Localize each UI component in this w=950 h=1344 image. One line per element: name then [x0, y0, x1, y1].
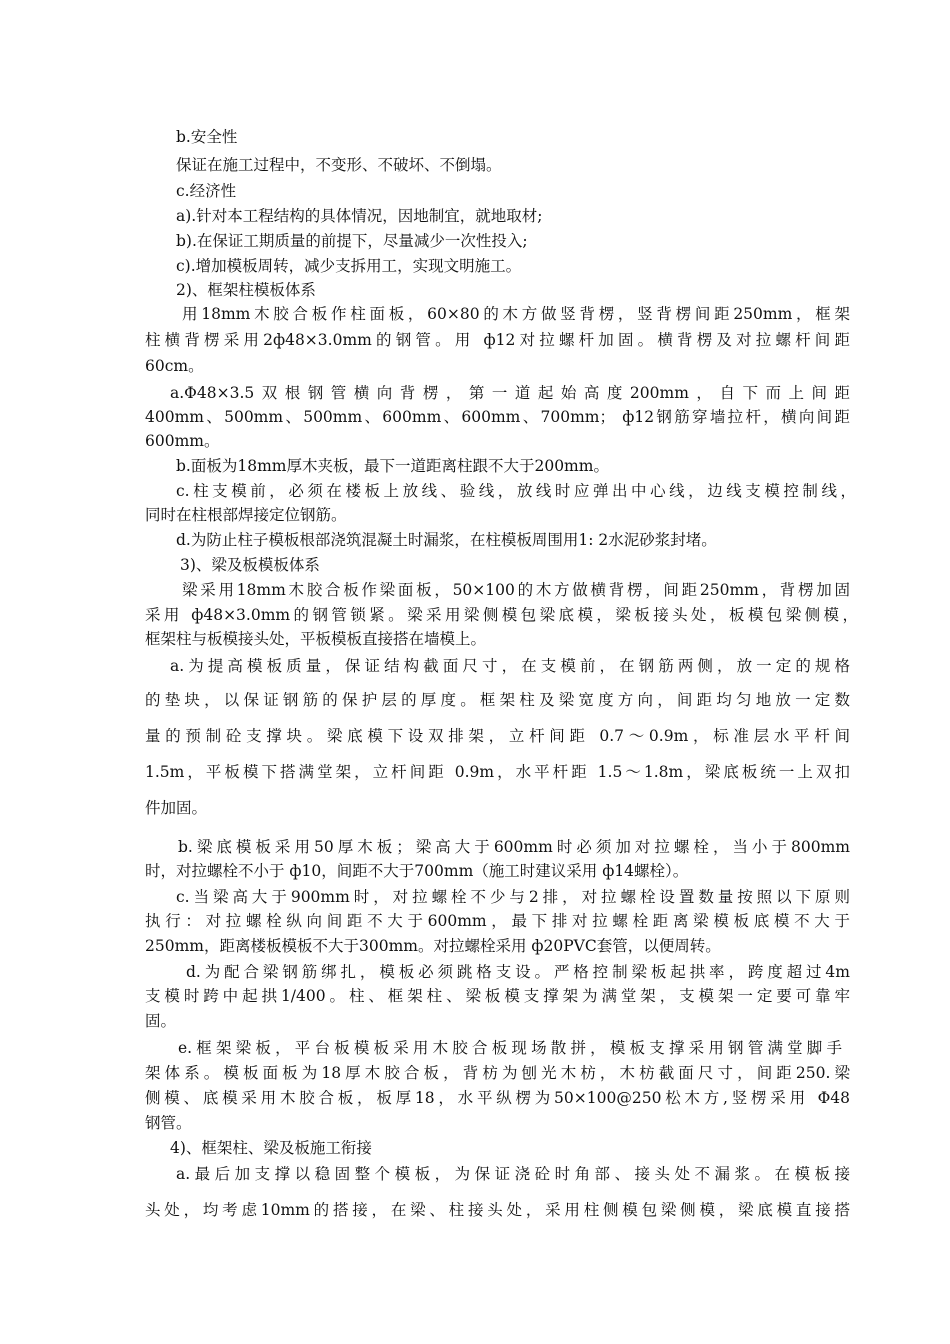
text-line: 固。 — [145, 1012, 177, 1030]
text-line: b.梁底模板采用50厚木板；梁高大于600mm时必须加对拉螺栓，当小于800mm — [178, 838, 850, 856]
text-line: c).增加模板周转，减少支拆用工，实现文明施工。 — [176, 257, 522, 275]
text-line: 同时在柱根部焊接定位钢筋。 — [145, 506, 347, 524]
text-line: 的垫块，以保证钢筋的保护层的厚度。框架柱及梁宽度方向，间距均匀地放一定数 — [145, 691, 850, 709]
text-line: 1.5m，平板模下搭满堂架，立杆间距 0.9m，水平杆距 1.5～1.8m，梁底板统一上双扣 — [145, 763, 850, 781]
text-line: c.柱支模前，必须在楼板上放线、验线，放线时应弹出中心线，边线支模控制线， — [176, 482, 856, 500]
text-line: a.为提高模板质量，保证结构截面尺寸，在支模前，在钢筋两侧，放一定的规格 — [170, 657, 850, 675]
section-heading: 3)、梁及板模板体系 — [180, 556, 320, 574]
text-line: 柱横背楞采用2ф48×3.0mm的钢管。用 ф12对拉螺杆加固。横背楞及对拉螺杆间距 — [145, 331, 850, 349]
text-line: 采用 ф48×3.0mm的钢管锁紧。梁采用梁侧模包梁底模，梁板接头处，板模包梁侧模， — [145, 606, 858, 624]
text-line: d.为配合梁钢筋绑扎，模板必须跳格支设。严格控制梁板起拱率，跨度超过4m — [186, 963, 850, 981]
text-line: 件加固。 — [145, 799, 208, 817]
section-heading: 2)、框架柱模板体系 — [176, 281, 316, 299]
text-line: 梁采用18mm木胶合板作梁面板，50×100的木方做横背楞，间距250mm，背楞加固 — [182, 581, 850, 599]
text-line: b).在保证工期质量的前提下，尽量减少一次性投入; — [176, 232, 528, 250]
text-line: 侧模、底模采用木胶合板，板厚18，水平纵楞为50×100@250松木方,竖楞采用 Φ48 — [145, 1089, 850, 1107]
text-line: 60cm。 — [145, 357, 204, 375]
text-line: d.为防止柱子模板根部浇筑混凝土时漏浆，在柱模板周围用1: 2水泥砂浆封堵。 — [176, 531, 717, 549]
text-line: 250mm，距离楼板模板不大于300mm。对拉螺栓采用 ф20PVC套管，以便周转。 — [145, 937, 721, 955]
text-line: b.安全性 — [176, 128, 238, 146]
text-line: 架体系。模板面板为18厚木胶合板，背枋为刨光木枋，木枋截面尺寸，间距250.梁 — [145, 1064, 850, 1082]
text-line: 执行：对拉螺栓纵向间距不大于600mm，最下排对拉螺栓距离梁模板底模不大于 — [145, 912, 850, 930]
text-line: c.经济性 — [176, 182, 237, 200]
text-line: a.最后加支撑以稳固整个模板，为保证浇砼时角部、接头处不漏浆。在模板接 — [176, 1165, 850, 1183]
text-line: 600mm。 — [145, 432, 220, 450]
text-line: 支模时跨中起拱1/400。柱、框架柱、梁板模支撑架为满堂架，支模架一定要可靠牢 — [145, 987, 850, 1005]
text-line: 量的预制砼支撑块。梁底模下设双排架，立杆间距 0.7～0.9m，标准层水平杆间 — [145, 727, 850, 745]
text-line: a.Φ48×3.5双根钢管横向背楞，第一道起始高度200mm，自下而上间距 — [170, 384, 850, 402]
text-line: 用18mm木胶合板作柱面板，60×80的木方做竖背楞，竖背楞间距250mm，框架 — [182, 305, 850, 323]
text-line: c.当梁高大于900mm时，对拉螺栓不少与2排，对拉螺栓设置数量按照以下原则 — [176, 888, 850, 906]
text-line: e.框架梁板，平台板模板采用木胶合板现场散拼，模板支撑采用钢管满堂脚手 — [178, 1039, 842, 1057]
text-line: 钢管。 — [145, 1114, 192, 1132]
text-line: b.面板为18mm厚木夹板，最下一道距离柱跟不大于200mm。 — [176, 457, 609, 475]
text-line: 时，对拉螺栓不小于 ф10，间距不大于700mm（施工时建议采用 ф14螺栓）。 — [145, 862, 689, 880]
text-line: 保证在施工过程中，不变形、不破坏、不倒塌。 — [176, 156, 502, 174]
text-line: 框架柱与板模接头处，平板模板直接搭在墙模上。 — [145, 630, 487, 648]
text-line: 头处，均考虑10mm的搭接，在梁、柱接头处，采用柱侧模包梁侧模，梁底模直接搭 — [145, 1201, 850, 1219]
text-line: 400mm、500mm、500mm、600mm、600mm、700mm； ф12钢筋穿墙拉杆，横向间距 — [145, 408, 850, 426]
text-line: a).针对本工程结构的具体情况，因地制宜，就地取材; — [176, 207, 543, 225]
section-heading: 4)、框架柱、梁及板施工衔接 — [170, 1139, 372, 1157]
